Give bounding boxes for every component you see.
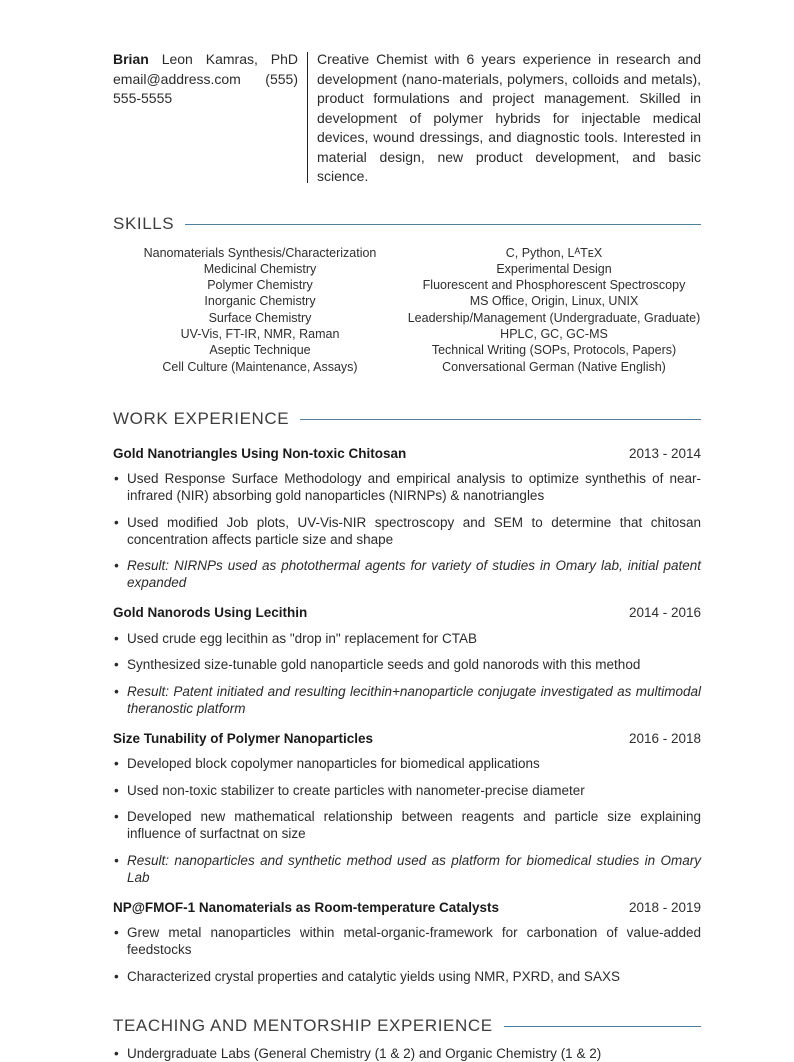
bullet-item: • Developed block copolymer nanoparticles for biomedical applications: [113, 755, 701, 772]
skill-item: Experimental Design: [496, 261, 612, 276]
bullet-list: [113, 1045, 701, 1062]
work-entry-header: [113, 731, 701, 746]
bullet-item: • Undergraduate Labs (General Chemistry (1 & 2) and Organic Chemistry (1 & 2): [113, 1045, 701, 1062]
entry-dates: 2014 - 2016: [628, 605, 701, 621]
skill-item: Inorganic Chemistry: [204, 294, 316, 309]
entry-title: Size Tunability of Polymer Nanoparticles: [113, 730, 374, 746]
skill-item: Polymer Chemistry: [207, 278, 313, 293]
skills-grid: [113, 245, 701, 375]
entry-title: Gold Nanorods Using Lecithin: [113, 605, 308, 621]
work-entry-header: [113, 900, 701, 915]
bullet-item: • Used modified Job plots, UV-Vis-NIR spectroscopy and SEM to determine that chitosan concentration affects particle size and shape: [113, 514, 701, 548]
header: [113, 50, 701, 187]
entry-dates: 2013 - 2014: [628, 445, 701, 461]
skill-item: MS Office, Origin, Linux, UNIX: [469, 294, 639, 309]
bullet-item: • Used Response Surface Methodology and empirical analysis to optimize synthethis of near-infrared (NIR) absorbing gold nanoparticles (NIRNPs) & nanotriangles: [113, 470, 701, 504]
skill-item: Fluorescent and Phosphorescent Spectroscopy: [422, 278, 686, 293]
header-divider: [307, 52, 308, 183]
skill-item: Technical Writing (SOPs, Protocols, Papers): [431, 343, 677, 358]
entry-dates: 2016 - 2018: [628, 730, 701, 746]
skill-item: C, Python, LᴬTᴇX: [505, 245, 603, 260]
skill-item: Surface Chemistry: [208, 310, 312, 325]
skill-item: Cell Culture (Maintenance, Assays): [162, 359, 358, 374]
name-rest: Leon Kamras, PhD: [161, 51, 298, 67]
skill-item: Nanomaterials Synthesis/Characterization: [143, 245, 377, 260]
bullet-list: [113, 470, 701, 591]
bullet-list: [113, 630, 701, 717]
skills-title: SKILLS: [113, 213, 175, 233]
bullet-item: • Result: NIRNPs used as photothermal agents for variety of studies in Omary lab, initial patent expanded: [113, 557, 701, 591]
work-entry-header: [113, 605, 701, 620]
work-entry-header: [113, 446, 701, 461]
teaching-title: TEACHING AND MENTORSHIP EXPERIENCE: [113, 1015, 493, 1035]
bullet-list: [113, 924, 701, 985]
bullet-list: [113, 755, 701, 886]
summary-text: Creative Chemist with 6 years experience in research and development (nano-materials, polymers, colloids and metals), product formulations and project management. Skilled in development of polymer hybrids for injectable medical devices, wound dressings, and diagnostic tools. Interested in material design, new product development, and basic science.: [317, 51, 701, 184]
skill-item: HPLC, GC, GC-MS: [500, 326, 608, 341]
bullet-item: • Developed new mathematical relationship between reagents and particle size explaining influence of surfactnat on size: [113, 808, 701, 842]
skill-item: UV-Vis, FT-IR, NMR, Raman: [180, 326, 340, 341]
section-rule: [185, 224, 701, 225]
name-first: Brian: [113, 51, 149, 67]
skills-left-column: [113, 245, 407, 375]
skill-item: Conversational German (Native English): [442, 359, 666, 374]
contact-block: [113, 50, 298, 187]
bullet-item: • Used crude egg lecithin as "drop in" replacement for CTAB: [113, 630, 701, 647]
skill-item: Medicinal Chemistry: [203, 261, 317, 276]
skills-right-column: [407, 245, 701, 375]
bullet-item: • Used non-toxic stabilizer to create particles with nanometer-precise diameter: [113, 782, 701, 799]
entry-title: Gold Nanotriangles Using Non-toxic Chitosan: [113, 445, 407, 461]
bullet-item: • Result: nanoparticles and synthetic method used as platform for biomedical studies in Omary Lab: [113, 852, 701, 886]
skill-item: Leadership/Management (Undergraduate, Graduate): [407, 310, 701, 325]
bullet-item: • Synthesized size-tunable gold nanoparticle seeds and gold nanorods with this method: [113, 656, 701, 673]
section-rule: [300, 419, 701, 420]
entry-title: NP@FMOF-1 Nanomaterials as Room-temperature Catalysts: [113, 899, 500, 915]
contact-info: email@address.com (555) 555-5555: [113, 70, 298, 106]
section-teaching-heading: [113, 1016, 701, 1036]
work-title: WORK EXPERIENCE: [113, 408, 290, 428]
section-rule: [504, 1026, 701, 1027]
entry-dates: 2018 - 2019: [628, 899, 701, 915]
section-work-heading: [113, 409, 701, 429]
bullet-item: • Grew metal nanoparticles within metal-organic-framework for carbonation of value-added feedstocks: [113, 924, 701, 958]
bullet-item: • Characterized crystal properties and catalytic yields using NMR, PXRD, and SAXS: [113, 968, 701, 985]
skill-item: Aseptic Technique: [209, 343, 311, 358]
section-skills-heading: [113, 214, 701, 234]
bullet-item: • Result: Patent initiated and resulting lecithin+nanoparticle conjugate investigated as multimodal theranostic platform: [113, 683, 701, 717]
